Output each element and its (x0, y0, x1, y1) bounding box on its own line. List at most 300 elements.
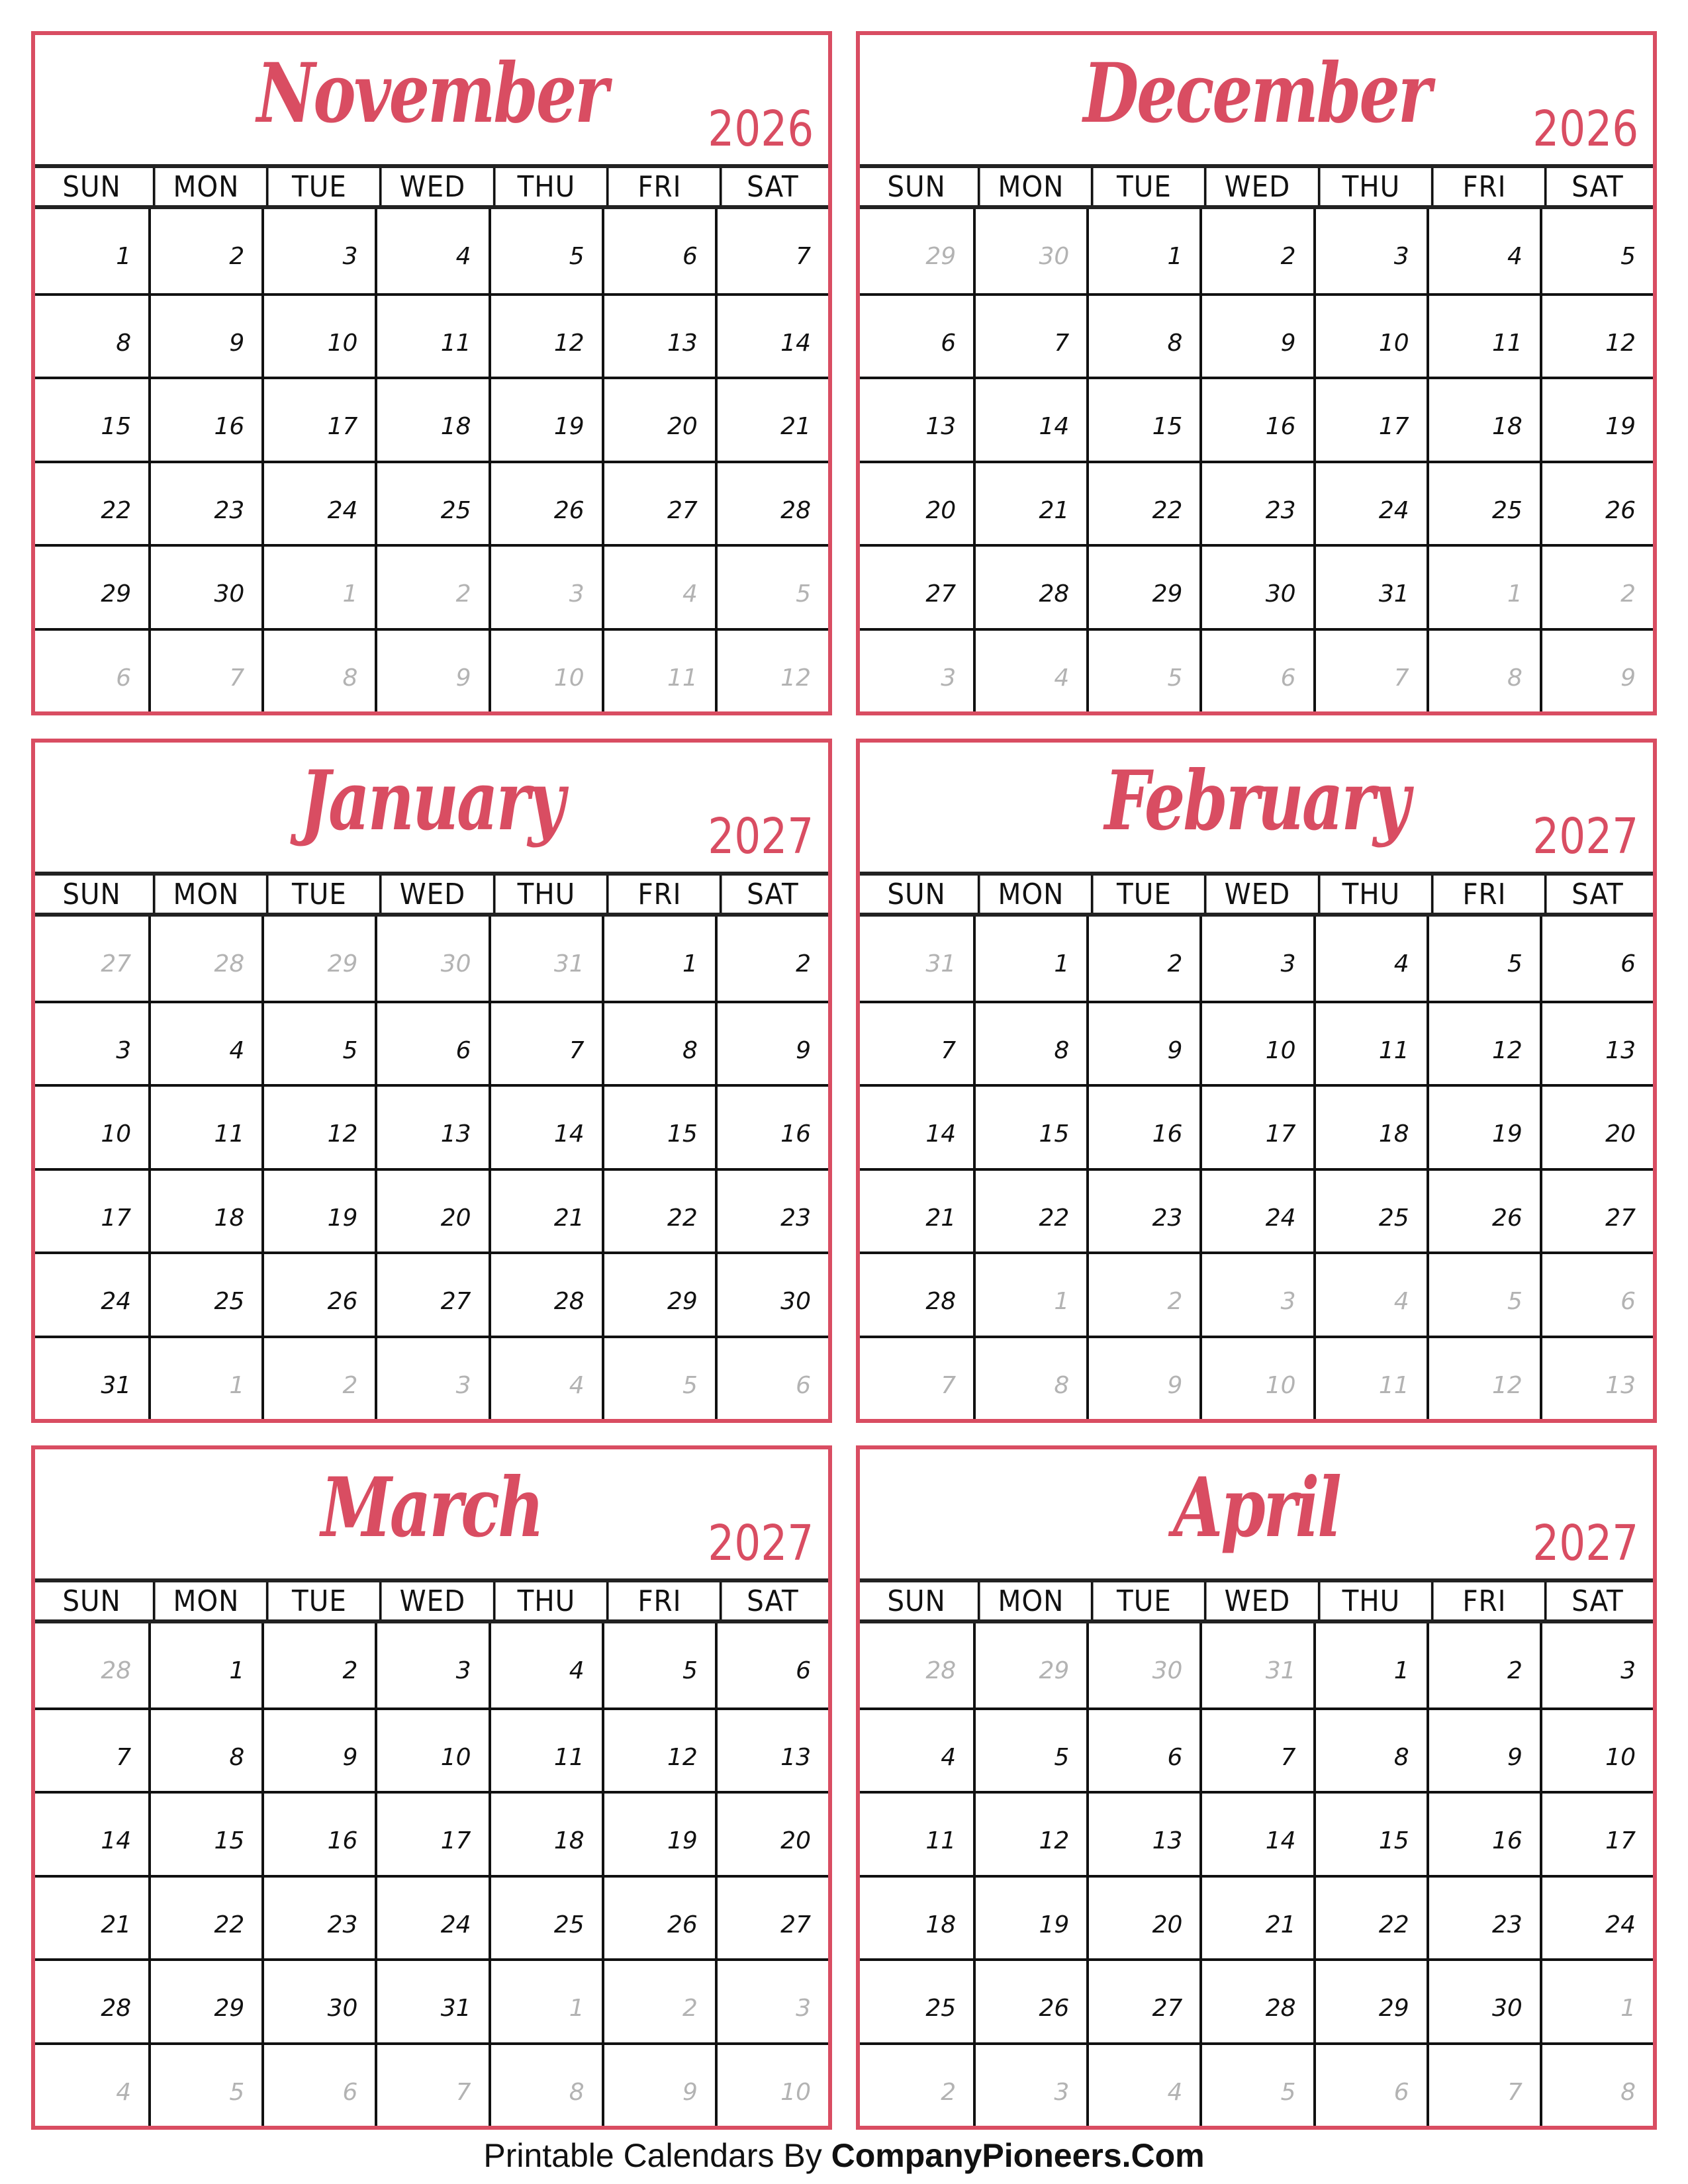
date-cell[interactable] (860, 1875, 973, 1959)
date-cell[interactable] (1199, 1707, 1313, 1792)
date-cell[interactable] (973, 2042, 1086, 2126)
date-cell[interactable] (1086, 1791, 1199, 1875)
date-cell[interactable] (1427, 1707, 1540, 1792)
date-number: 23 (1265, 496, 1296, 524)
date-cell[interactable] (1427, 1791, 1540, 1875)
date-cell[interactable] (1199, 461, 1313, 545)
date-cell[interactable] (715, 2042, 828, 2126)
date-cell[interactable] (35, 544, 148, 628)
date-cell[interactable] (261, 2042, 375, 2126)
date-cell[interactable] (602, 1623, 715, 1707)
date-cell[interactable] (148, 544, 261, 628)
weekday-thu: THU (1317, 876, 1421, 913)
date-cell[interactable] (602, 1168, 715, 1252)
date-cell[interactable] (1199, 209, 1313, 293)
date-cell[interactable] (973, 1001, 1086, 1085)
date-cell[interactable] (1540, 1875, 1653, 1959)
date-number: 12 (1492, 1036, 1523, 1064)
date-cell[interactable] (1313, 917, 1427, 1001)
date-cell[interactable] (35, 1168, 148, 1252)
date-cell[interactable] (860, 293, 973, 377)
date-cell[interactable] (1313, 461, 1427, 545)
date-cell[interactable] (261, 1001, 375, 1085)
date-cell[interactable] (375, 628, 488, 712)
date-cell[interactable] (602, 1084, 715, 1168)
weekday-sat: SAT (1544, 876, 1648, 913)
date-cell[interactable] (261, 628, 375, 712)
date-cell[interactable] (715, 1084, 828, 1168)
date-cell[interactable] (1086, 1001, 1199, 1085)
date-cell[interactable] (489, 209, 602, 293)
date-cell[interactable] (860, 1251, 973, 1336)
date-cell[interactable] (1199, 1875, 1313, 1959)
date-cell[interactable] (261, 1623, 375, 1707)
date-cell[interactable] (1427, 1251, 1540, 1336)
date-cell[interactable] (1199, 917, 1313, 1001)
date-number: 3 (1620, 1657, 1636, 1684)
date-cell[interactable] (261, 1084, 375, 1168)
date-cell[interactable] (1427, 1084, 1540, 1168)
date-cell[interactable] (261, 917, 375, 1001)
weekday-sat: SAT (1544, 1582, 1648, 1619)
date-cell[interactable] (1199, 1791, 1313, 1875)
adjacent-month-date: 5 (1280, 2078, 1296, 2106)
date-cell[interactable] (35, 1958, 148, 2042)
date-cell[interactable] (1086, 209, 1199, 293)
date-cell[interactable] (860, 1001, 973, 1085)
date-cell[interactable] (148, 1958, 261, 2042)
date-cell[interactable] (1427, 461, 1540, 545)
date-cell[interactable] (715, 377, 828, 461)
date-cell[interactable] (1199, 293, 1313, 377)
adjacent-month-date: 2 (1620, 580, 1636, 608)
date-cell[interactable] (489, 377, 602, 461)
date-cell[interactable] (1086, 293, 1199, 377)
date-cell[interactable] (1313, 1958, 1427, 2042)
date-cell[interactable] (35, 2042, 148, 2126)
date-cell[interactable] (35, 377, 148, 461)
date-cell[interactable] (715, 544, 828, 628)
date-number: 17 (1265, 1120, 1296, 1148)
adjacent-month-date: 3 (1054, 2078, 1070, 2106)
date-cell[interactable] (1086, 917, 1199, 1001)
date-number: 16 (1265, 413, 1296, 440)
date-cell[interactable] (148, 1168, 261, 1252)
date-cell[interactable] (860, 2042, 973, 2126)
year-label: 2027 (1532, 808, 1638, 865)
date-cell[interactable] (35, 293, 148, 377)
date-cell[interactable] (1086, 1336, 1199, 1420)
date-cell[interactable] (1086, 544, 1199, 628)
date-cell[interactable] (1540, 1001, 1653, 1085)
date-cell[interactable] (602, 1001, 715, 1085)
weekday-fri: FRI (606, 168, 710, 205)
date-cell[interactable] (148, 2042, 261, 2126)
date-cell[interactable] (1086, 1084, 1199, 1168)
date-cell[interactable] (1199, 1251, 1313, 1336)
date-cell[interactable] (860, 1168, 973, 1252)
weekday-thu: THU (1317, 168, 1421, 205)
date-cell[interactable] (489, 1336, 602, 1420)
date-cell[interactable] (375, 1168, 488, 1252)
date-cell[interactable] (1427, 377, 1540, 461)
date-cell[interactable] (1427, 293, 1540, 377)
date-cell[interactable] (375, 917, 488, 1001)
date-cell[interactable] (1540, 209, 1653, 293)
date-cell[interactable] (489, 1707, 602, 1792)
date-cell[interactable] (1427, 2042, 1540, 2126)
date-cell[interactable] (1313, 209, 1427, 293)
date-cell[interactable] (602, 461, 715, 545)
date-cell[interactable] (973, 544, 1086, 628)
date-cell[interactable] (1086, 377, 1199, 461)
date-number: 26 (667, 1911, 698, 1938)
date-cell[interactable] (261, 1791, 375, 1875)
date-cell[interactable] (973, 917, 1086, 1001)
date-cell[interactable] (261, 1251, 375, 1336)
date-cell[interactable] (1086, 1168, 1199, 1252)
adjacent-month-date: 2 (455, 580, 471, 608)
date-cell[interactable] (261, 461, 375, 545)
adjacent-month-date: 5 (1167, 664, 1183, 692)
date-cell[interactable] (602, 1958, 715, 2042)
date-cell[interactable] (489, 1251, 602, 1336)
date-cell[interactable] (1540, 377, 1653, 461)
date-cell[interactable] (1199, 377, 1313, 461)
date-cell[interactable] (375, 293, 488, 377)
date-cell[interactable] (261, 1168, 375, 1252)
date-cell[interactable] (1313, 1336, 1427, 1420)
date-cell[interactable] (1199, 1001, 1313, 1085)
date-cell[interactable] (375, 1875, 488, 1959)
month-title: December (1083, 46, 1430, 142)
date-cell[interactable] (602, 917, 715, 1001)
date-cell[interactable] (375, 1001, 488, 1085)
date-cell[interactable] (860, 628, 973, 712)
date-cell[interactable] (860, 1707, 973, 1792)
date-cell[interactable] (1427, 628, 1540, 712)
date-number: 19 (1039, 1911, 1070, 1938)
date-cell[interactable] (35, 1623, 148, 1707)
date-cell[interactable] (1427, 1875, 1540, 1959)
date-cell[interactable] (489, 1791, 602, 1875)
month-title: January (300, 753, 563, 849)
date-cell[interactable] (860, 1623, 973, 1707)
date-cell[interactable] (1199, 1336, 1313, 1420)
date-cell[interactable] (261, 1875, 375, 1959)
date-cell[interactable] (35, 1251, 148, 1336)
adjacent-month-date: 1 (1507, 580, 1523, 608)
date-cell[interactable] (489, 293, 602, 377)
date-cell[interactable] (148, 461, 261, 545)
date-cell[interactable] (261, 1336, 375, 1420)
date-cell[interactable] (35, 1084, 148, 1168)
date-number: 15 (214, 1827, 245, 1854)
date-cell[interactable] (1540, 1958, 1653, 2042)
date-cell[interactable] (375, 209, 488, 293)
date-number: 6 (1167, 1743, 1183, 1771)
date-cell[interactable] (148, 293, 261, 377)
date-cell[interactable] (1086, 2042, 1199, 2126)
date-cell[interactable] (375, 377, 488, 461)
adjacent-month-date: 30 (1039, 243, 1070, 270)
date-cell[interactable] (148, 377, 261, 461)
date-cell[interactable] (973, 1875, 1086, 1959)
date-cell[interactable] (715, 1001, 828, 1085)
date-cell[interactable] (489, 1001, 602, 1085)
date-cell[interactable] (1313, 1251, 1427, 1336)
date-cell[interactable] (1086, 628, 1199, 712)
date-cell[interactable] (35, 209, 148, 293)
date-cell[interactable] (1427, 1001, 1540, 1085)
date-cell[interactable] (602, 1875, 715, 1959)
date-cell[interactable] (715, 209, 828, 293)
date-cell[interactable] (715, 1336, 828, 1420)
date-cell[interactable] (489, 461, 602, 545)
date-cell[interactable] (715, 917, 828, 1001)
date-cell[interactable] (35, 917, 148, 1001)
date-cell[interactable] (1313, 1707, 1427, 1792)
date-cell[interactable] (973, 1791, 1086, 1875)
date-cell[interactable] (860, 1336, 973, 1420)
date-cell[interactable] (973, 209, 1086, 293)
date-cell[interactable] (602, 1336, 715, 1420)
date-cell[interactable] (1313, 628, 1427, 712)
date-cell[interactable] (1313, 1623, 1427, 1707)
date-cell[interactable] (973, 1707, 1086, 1792)
date-cell[interactable] (602, 209, 715, 293)
date-cell[interactable] (35, 1875, 148, 1959)
date-cell[interactable] (1540, 2042, 1653, 2126)
date-cell[interactable] (860, 1958, 973, 2042)
date-cell[interactable] (148, 1791, 261, 1875)
date-cell[interactable] (715, 293, 828, 377)
weekday-wed: WED (379, 168, 483, 205)
date-cell[interactable] (1086, 461, 1199, 545)
date-cell[interactable] (973, 628, 1086, 712)
date-cell[interactable] (375, 1707, 488, 1792)
date-cell[interactable] (973, 1251, 1086, 1336)
date-cell[interactable] (1540, 293, 1653, 377)
date-cell[interactable] (375, 2042, 488, 2126)
weekday-tue: TUE (1091, 876, 1195, 913)
date-cell[interactable] (715, 1875, 828, 1959)
date-cell[interactable] (1313, 1791, 1427, 1875)
date-cell[interactable] (1199, 1084, 1313, 1168)
date-cell[interactable] (1427, 917, 1540, 1001)
date-cell[interactable] (602, 2042, 715, 2126)
date-cell[interactable] (1540, 1336, 1653, 1420)
date-cell[interactable] (148, 1084, 261, 1168)
date-cell[interactable] (973, 1623, 1086, 1707)
date-cell[interactable] (1427, 1623, 1540, 1707)
date-cell[interactable] (860, 544, 973, 628)
weekday-sat: SAT (720, 1582, 823, 1619)
weekday-mon: MON (153, 876, 257, 913)
date-cell[interactable] (35, 461, 148, 545)
date-cell[interactable] (1199, 628, 1313, 712)
date-cell[interactable] (602, 377, 715, 461)
date-cell[interactable] (1313, 1001, 1427, 1085)
date-cell[interactable] (1540, 917, 1653, 1001)
date-cell[interactable] (715, 1791, 828, 1875)
date-cell[interactable] (35, 1707, 148, 1792)
date-cell[interactable] (1199, 1623, 1313, 1707)
date-cell[interactable] (489, 1958, 602, 2042)
date-cell[interactable] (715, 461, 828, 545)
footer-brand-link[interactable]: CompanyPioneers.Com (831, 2137, 1205, 2174)
date-cell[interactable] (1086, 1707, 1199, 1792)
adjacent-month-date: 4 (1167, 2078, 1183, 2106)
date-cell[interactable] (1199, 2042, 1313, 2126)
date-cell[interactable] (715, 628, 828, 712)
adjacent-month-date: 2 (1167, 1288, 1183, 1315)
adjacent-month-date: 6 (1620, 1288, 1636, 1315)
date-cell[interactable] (261, 377, 375, 461)
date-cell[interactable] (1086, 1958, 1199, 2042)
date-cell[interactable] (489, 1875, 602, 1959)
date-cell[interactable] (489, 1168, 602, 1252)
date-cell[interactable] (1540, 1791, 1653, 1875)
date-cell[interactable] (602, 628, 715, 712)
date-cell[interactable] (715, 1251, 828, 1336)
date-cell[interactable] (715, 1707, 828, 1792)
date-cell[interactable] (973, 461, 1086, 545)
date-cell[interactable] (860, 377, 973, 461)
date-cell[interactable] (1540, 628, 1653, 712)
date-cell[interactable] (489, 1084, 602, 1168)
date-cell[interactable] (1086, 1875, 1199, 1959)
date-cell[interactable] (148, 1875, 261, 1959)
date-cell[interactable] (1313, 1084, 1427, 1168)
adjacent-month-date: 9 (1167, 1371, 1183, 1399)
date-cell[interactable] (35, 628, 148, 712)
weekday-header-row (35, 1582, 828, 1619)
date-cell[interactable] (375, 1336, 488, 1420)
month-header (860, 35, 1653, 164)
date-cell[interactable] (375, 1623, 488, 1707)
date-cell[interactable] (973, 1084, 1086, 1168)
date-cell[interactable] (489, 917, 602, 1001)
date-cell[interactable] (1313, 2042, 1427, 2126)
date-cell[interactable] (35, 1001, 148, 1085)
date-cell[interactable] (148, 1251, 261, 1336)
date-cell[interactable] (148, 917, 261, 1001)
date-cell[interactable] (1540, 1084, 1653, 1168)
date-number: 22 (1152, 496, 1183, 524)
date-cell[interactable] (261, 1958, 375, 2042)
date-cell[interactable] (1313, 1875, 1427, 1959)
date-cell[interactable] (973, 377, 1086, 461)
date-cell[interactable] (860, 1791, 973, 1875)
date-cell[interactable] (1313, 1168, 1427, 1252)
date-cell[interactable] (1313, 544, 1427, 628)
date-cell[interactable] (973, 1336, 1086, 1420)
date-cell[interactable] (602, 1791, 715, 1875)
date-number: 22 (1039, 1204, 1070, 1232)
date-cell[interactable] (35, 1791, 148, 1875)
date-cell[interactable] (148, 1336, 261, 1420)
date-cell[interactable] (1313, 377, 1427, 461)
date-cell[interactable] (489, 628, 602, 712)
date-cell[interactable] (375, 544, 488, 628)
date-cell[interactable] (1540, 1251, 1653, 1336)
date-cell[interactable] (35, 1336, 148, 1420)
date-number: 21 (1039, 496, 1070, 524)
date-cell[interactable] (261, 293, 375, 377)
date-cell[interactable] (973, 293, 1086, 377)
date-cell[interactable] (860, 461, 973, 545)
date-cell[interactable] (375, 1084, 488, 1168)
date-cell[interactable] (973, 1168, 1086, 1252)
date-cell[interactable] (860, 917, 973, 1001)
date-number: 11 (1492, 329, 1523, 357)
date-cell[interactable] (148, 209, 261, 293)
adjacent-month-date: 28 (101, 1657, 132, 1684)
date-cell[interactable] (860, 1084, 973, 1168)
date-cell[interactable] (261, 544, 375, 628)
date-cell[interactable] (1199, 544, 1313, 628)
date-cell[interactable] (375, 1251, 488, 1336)
date-cell[interactable] (489, 2042, 602, 2126)
date-cell[interactable] (1427, 1958, 1540, 2042)
date-cell[interactable] (148, 628, 261, 712)
date-number: 25 (440, 496, 471, 524)
date-cell[interactable] (715, 1958, 828, 2042)
date-number: 30 (327, 1995, 358, 2022)
date-cell[interactable] (1427, 544, 1540, 628)
date-cell[interactable] (715, 1623, 828, 1707)
date-cell[interactable] (1540, 1623, 1653, 1707)
date-cell[interactable] (860, 209, 973, 293)
date-cell[interactable] (1427, 209, 1540, 293)
date-cell[interactable] (489, 1623, 602, 1707)
date-cell[interactable] (489, 544, 602, 628)
date-number: 20 (667, 413, 698, 440)
date-cell[interactable] (602, 1251, 715, 1336)
date-cell[interactable] (973, 1958, 1086, 2042)
date-cell[interactable] (602, 544, 715, 628)
date-cell[interactable] (375, 461, 488, 545)
date-cell[interactable] (602, 1707, 715, 1792)
date-cell[interactable] (1199, 1958, 1313, 2042)
date-number: 18 (553, 1827, 585, 1854)
date-cell[interactable] (148, 1001, 261, 1085)
date-cell[interactable] (1427, 1168, 1540, 1252)
date-cell[interactable] (1540, 1168, 1653, 1252)
date-cell[interactable] (1540, 461, 1653, 545)
date-cell[interactable] (375, 1791, 488, 1875)
date-cell[interactable] (148, 1623, 261, 1707)
date-cell[interactable] (1313, 293, 1427, 377)
date-cell[interactable] (148, 1707, 261, 1792)
date-cell[interactable] (1199, 1168, 1313, 1252)
date-cell[interactable] (1427, 1336, 1540, 1420)
date-cell[interactable] (1540, 1707, 1653, 1792)
date-cell[interactable] (1086, 1251, 1199, 1336)
date-cell[interactable] (261, 1707, 375, 1792)
date-cell[interactable] (261, 209, 375, 293)
weekday-header-row (860, 1582, 1653, 1619)
date-cell[interactable] (1540, 544, 1653, 628)
date-cell[interactable] (375, 1958, 488, 2042)
adjacent-month-date: 4 (569, 1371, 585, 1399)
date-cell[interactable] (1086, 1623, 1199, 1707)
date-cell[interactable] (715, 1168, 828, 1252)
date-cell[interactable] (602, 293, 715, 377)
adjacent-month-date: 6 (796, 1371, 811, 1399)
date-number: 31 (101, 1371, 132, 1399)
